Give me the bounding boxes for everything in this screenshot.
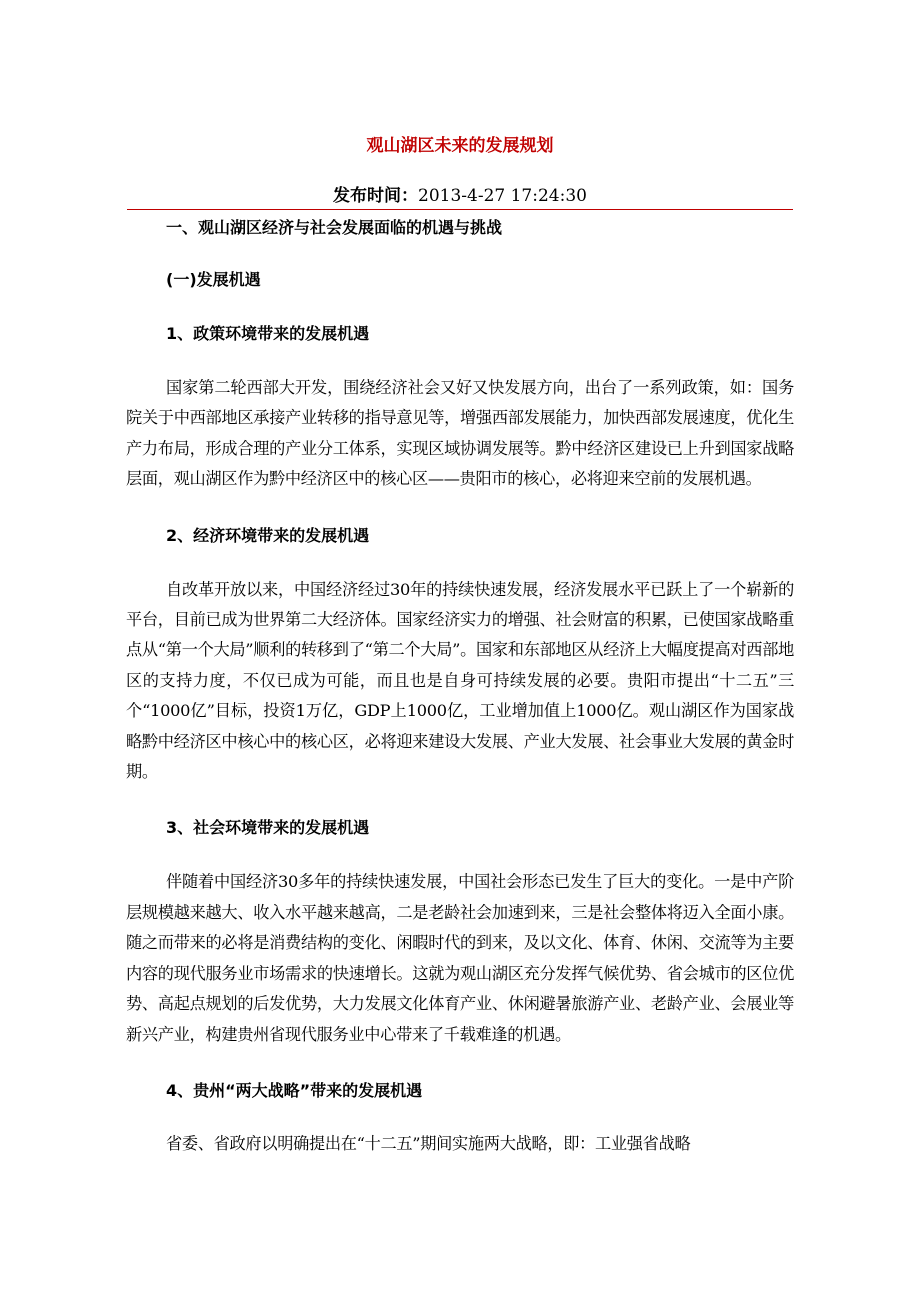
section-heading: 一、观山湖区经济与社会发展面临的机遇与挑战 bbox=[166, 218, 503, 237]
document-title: 观山湖区未来的发展规划 bbox=[366, 136, 554, 156]
publish-time-value: 2013-4-27 17:24:30 bbox=[418, 186, 587, 206]
item-heading-economy: 2、经济环境带来的发展机遇 bbox=[166, 525, 370, 545]
title-divider bbox=[127, 209, 793, 210]
paragraph-policy: 国家第二轮西部大开发，围绕经济社会又好又快发展方向，出台了一系列政策，如：国务院关于中西部地区承接产业转移的指导意见等，增强西部发展能力，加快西部发展速度，优化生产力布局，形成合理的产业分工体系，实现区域协调发展等。黔中经济区建设已上升到国家战略层面，观山湖区作为黔中经济区中的核心区——贵阳市的核心，必将迎来空前的发展机遇。 bbox=[126, 378, 794, 489]
document-body bbox=[126, 213, 794, 1159]
subsection-heading: (一)发展机遇 bbox=[166, 270, 261, 289]
publish-time bbox=[0, 183, 920, 209]
paragraph-society: 伴随着中国经济30多年的持续快速发展，中国社会形态已发生了巨大的变化。一是中产阶层规模越来越大、收入水平越来越高，二是老龄社会加速到来，三是社会整体将迈入全面小康。随之而带来的必将是消费结构的变化、闲暇时代的到来，及以文化、体育、休闲、交流等为主要内容的现代服务业市场需求的快速增长。这就为观山湖区充分发挥气候优势、省会城市的区位优势、高起点规划的后发优势，大力发展文化体育产业、休闲避暑旅游产业、老龄产业、会展业等新兴产业，构建贵州省现代服务业中心带来了千载难逢的机遇。 bbox=[126, 872, 794, 1044]
publish-time-label: 发布时间： bbox=[333, 186, 419, 206]
paragraph-economy: 自改革开放以来，中国经济经过30年的持续快速发展，经济发展水平已跃上了一个崭新的平台，目前已成为世界第二大经济体。国家经济实力的增强、社会财富的积累，已使国家战略重点从“第一个大局”顺利的转移到了“第二个大局”。国家和东部地区从经济上大幅度提高对西部地区的支持力度，不仅已成为可能，而且也是自身可持续发展的必要。贵阳市提出“十二五”三个“1000亿”目标，投资1万亿，GDP上1000亿，工业增加值上1000亿。观山湖区作为国家战略黔中经济区中核心中的核心区，必将迎来建设大发展、产业大发展、社会事业大发展的黄金时期。 bbox=[126, 579, 794, 782]
item-heading-society: 3、社会环境带来的发展机遇 bbox=[166, 818, 370, 838]
item-heading-strategy: 4、贵州“两大战略”带来的发展机遇 bbox=[166, 1080, 423, 1100]
paragraph-strategy: 省委、省政府以明确提出在“十二五”期间实施两大战略，即：工业强省战略 bbox=[166, 1133, 691, 1153]
item-heading-policy: 1、政策环境带来的发展机遇 bbox=[166, 324, 370, 343]
